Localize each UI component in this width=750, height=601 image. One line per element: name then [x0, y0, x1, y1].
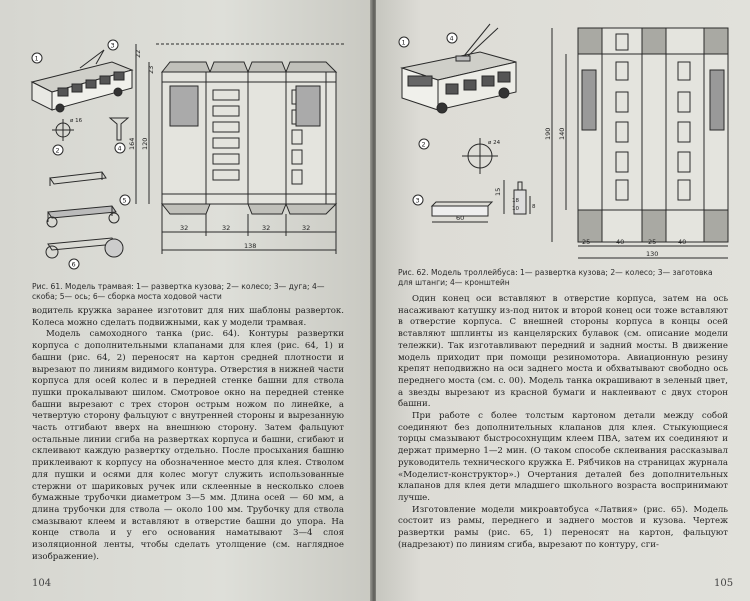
dim-v-22: 22 [134, 49, 142, 58]
dim-v-164: 164 [128, 137, 136, 150]
dim-v-23: 23 [147, 65, 155, 74]
dim-v-140: 140 [558, 127, 566, 140]
left-body-text [32, 306, 344, 563]
dim-h-25a: 25 [582, 238, 591, 246]
diameter-label-r: ø 24 [488, 140, 501, 146]
left-paragraph-1: водитель кружка заранее изготовит для них шаблоны разверток. Колеса можно сделать подвижными, как у модели трамвая. [32, 306, 344, 328]
dim-v-15: 15 [494, 187, 502, 196]
dim-h-130: 130 [646, 250, 659, 258]
callout-3: 3 [110, 41, 115, 50]
dim-h-32c: 32 [262, 224, 271, 232]
dim-h-138: 138 [244, 242, 257, 250]
left-paragraph-2: Модель самоходного танка (рис. 64). Контуры развертки корпуса с дополнительными клапанами для клея (рис. 64, 1) и башни (рис. 64, 2) переносят на картон средней плотности и вырезают по линиям видимого контура. Отверстия в нижней части корпуса для осей колес и в передней стенке башни для ствола пушки прокалывают шилом. Смотровое окно на передней стенке башни вырезают с трех сторон острым ножом по линейке, а четвертую сторону фальцуют с внутренней стороны и вырезанную часть отгибают вверх на внешнюю сторону. Затем фальцуют остальные линии сгиба на развертках корпуса и башни, сгибают и склеивают каждую развертку отдельно. После просыхания башню приклеивают к корпусу на обозначенное место для клея. Стволом для пушки и осями для колес могут служить использованные стержни от шариковых ручек или склеенные в несколько слоев бумажные трубочки диаметром 3—5 мм. Длина осей — 60 мм, а длина трубочки для ствола — около 100 мм. Трубочку для ствола смазывают клеем и вставляют в отверстие башни до упора. На конце ствола и у его основания наматывают 3—4 слоя изоляционной ленты, чтобы сделать утолщение (см. нагляднoe изображение). [32, 329, 344, 562]
dim-h-60: 60 [456, 214, 465, 222]
diameter-label: ø 16 [70, 118, 83, 124]
trolleybus-model-figure [376, 0, 750, 270]
dim-v-18: 18 [512, 198, 519, 204]
callout-r3: 3 [415, 196, 420, 205]
dim-h-32d: 32 [302, 224, 311, 232]
callout-1: 1 [34, 54, 39, 63]
dim-v-190: 190 [544, 127, 552, 140]
dim-v-10: 10 [512, 206, 519, 212]
figure-62-caption: Рис. 62. Модель троллейбуса: 1— развертка кузова; 2— колесо; 3— заготовка для штанги; 4— кронштейн [398, 268, 713, 287]
figure-61-caption: Рис. 61. Модель трамвая: 1— развертка кузова; 2— колесо; 3— дуга; 4— скоба; 5— ось; 6— сборка моста ходовой части [32, 282, 325, 301]
right-paragraph-3: Изготовление модели микроавтобуса «Латвия» (рис. 65). Модель состоит из рамы, переднего и заднего мостов и кузова. Чертеж развертки рамы (рис. 65, 1) переносят на картон, фальцуют (надрезают) по линиям сгиба, вырезают по контуру, сги- [398, 504, 728, 550]
right-body-text [398, 294, 728, 551]
dim-h-40b: 40 [678, 238, 687, 246]
left-page [0, 0, 372, 601]
dim-h-32a: 32 [180, 224, 189, 232]
callout-5: 5 [122, 196, 127, 205]
right-page [376, 0, 750, 601]
callout-4: 4 [117, 144, 122, 153]
tram-model-figure [0, 0, 372, 290]
dim-h-25b: 25 [648, 238, 657, 246]
page-number-left: 104 [32, 578, 52, 589]
callout-r2: 2 [421, 140, 426, 149]
right-paragraph-1: Один конец оси вставляют в отверстие корпуса, затем на ось насаживают катушку из-под ниток и второй конец оси тоже вставляют в отверстие корпуса. С внешней стороны корпуса в концы осей вставляют шплинты из канцелярских булавок (см. описание модели тележки). Так изготавливают передний и задний мосты. В движение модель приходит при помощи резиномотора. Авиационную резину крепят неподвижно на оси заднего моста и обхватывают свободно ось переднего моста (см. с. 00). Модель танка окрашивают в зеленый цвет, а звезды вырезают из красной бумаги и наклеивают с двух сторон башни. [398, 294, 728, 410]
callout-6: 6 [71, 260, 76, 269]
dim-h-32b: 32 [222, 224, 231, 232]
callout-r1: 1 [401, 38, 406, 47]
dim-h-40a: 40 [616, 238, 625, 246]
dim-v-120: 120 [141, 137, 149, 150]
dim-v-8: 8 [532, 204, 536, 210]
callout-2: 2 [55, 146, 60, 155]
right-paragraph-2: При работе с более толстым картоном детали между собой соединяют без дополнительных клапанов для клея. Стыкующиеся торцы смазывают быстросохнущим клеем ПВА, затем их соединяют и держат примерно 1—2 мин. (О таком способе склеивания рассказывал руководитель технического кружка Е. Рябчиков на страницах журнала «Моделист-конструктор».) Очертания деталей без дополнительных клапанов для клея дети младшего школьного возраста воспринимают лучше. [398, 411, 728, 503]
page-number-right: 105 [714, 578, 734, 589]
callout-r4: 4 [449, 34, 454, 43]
